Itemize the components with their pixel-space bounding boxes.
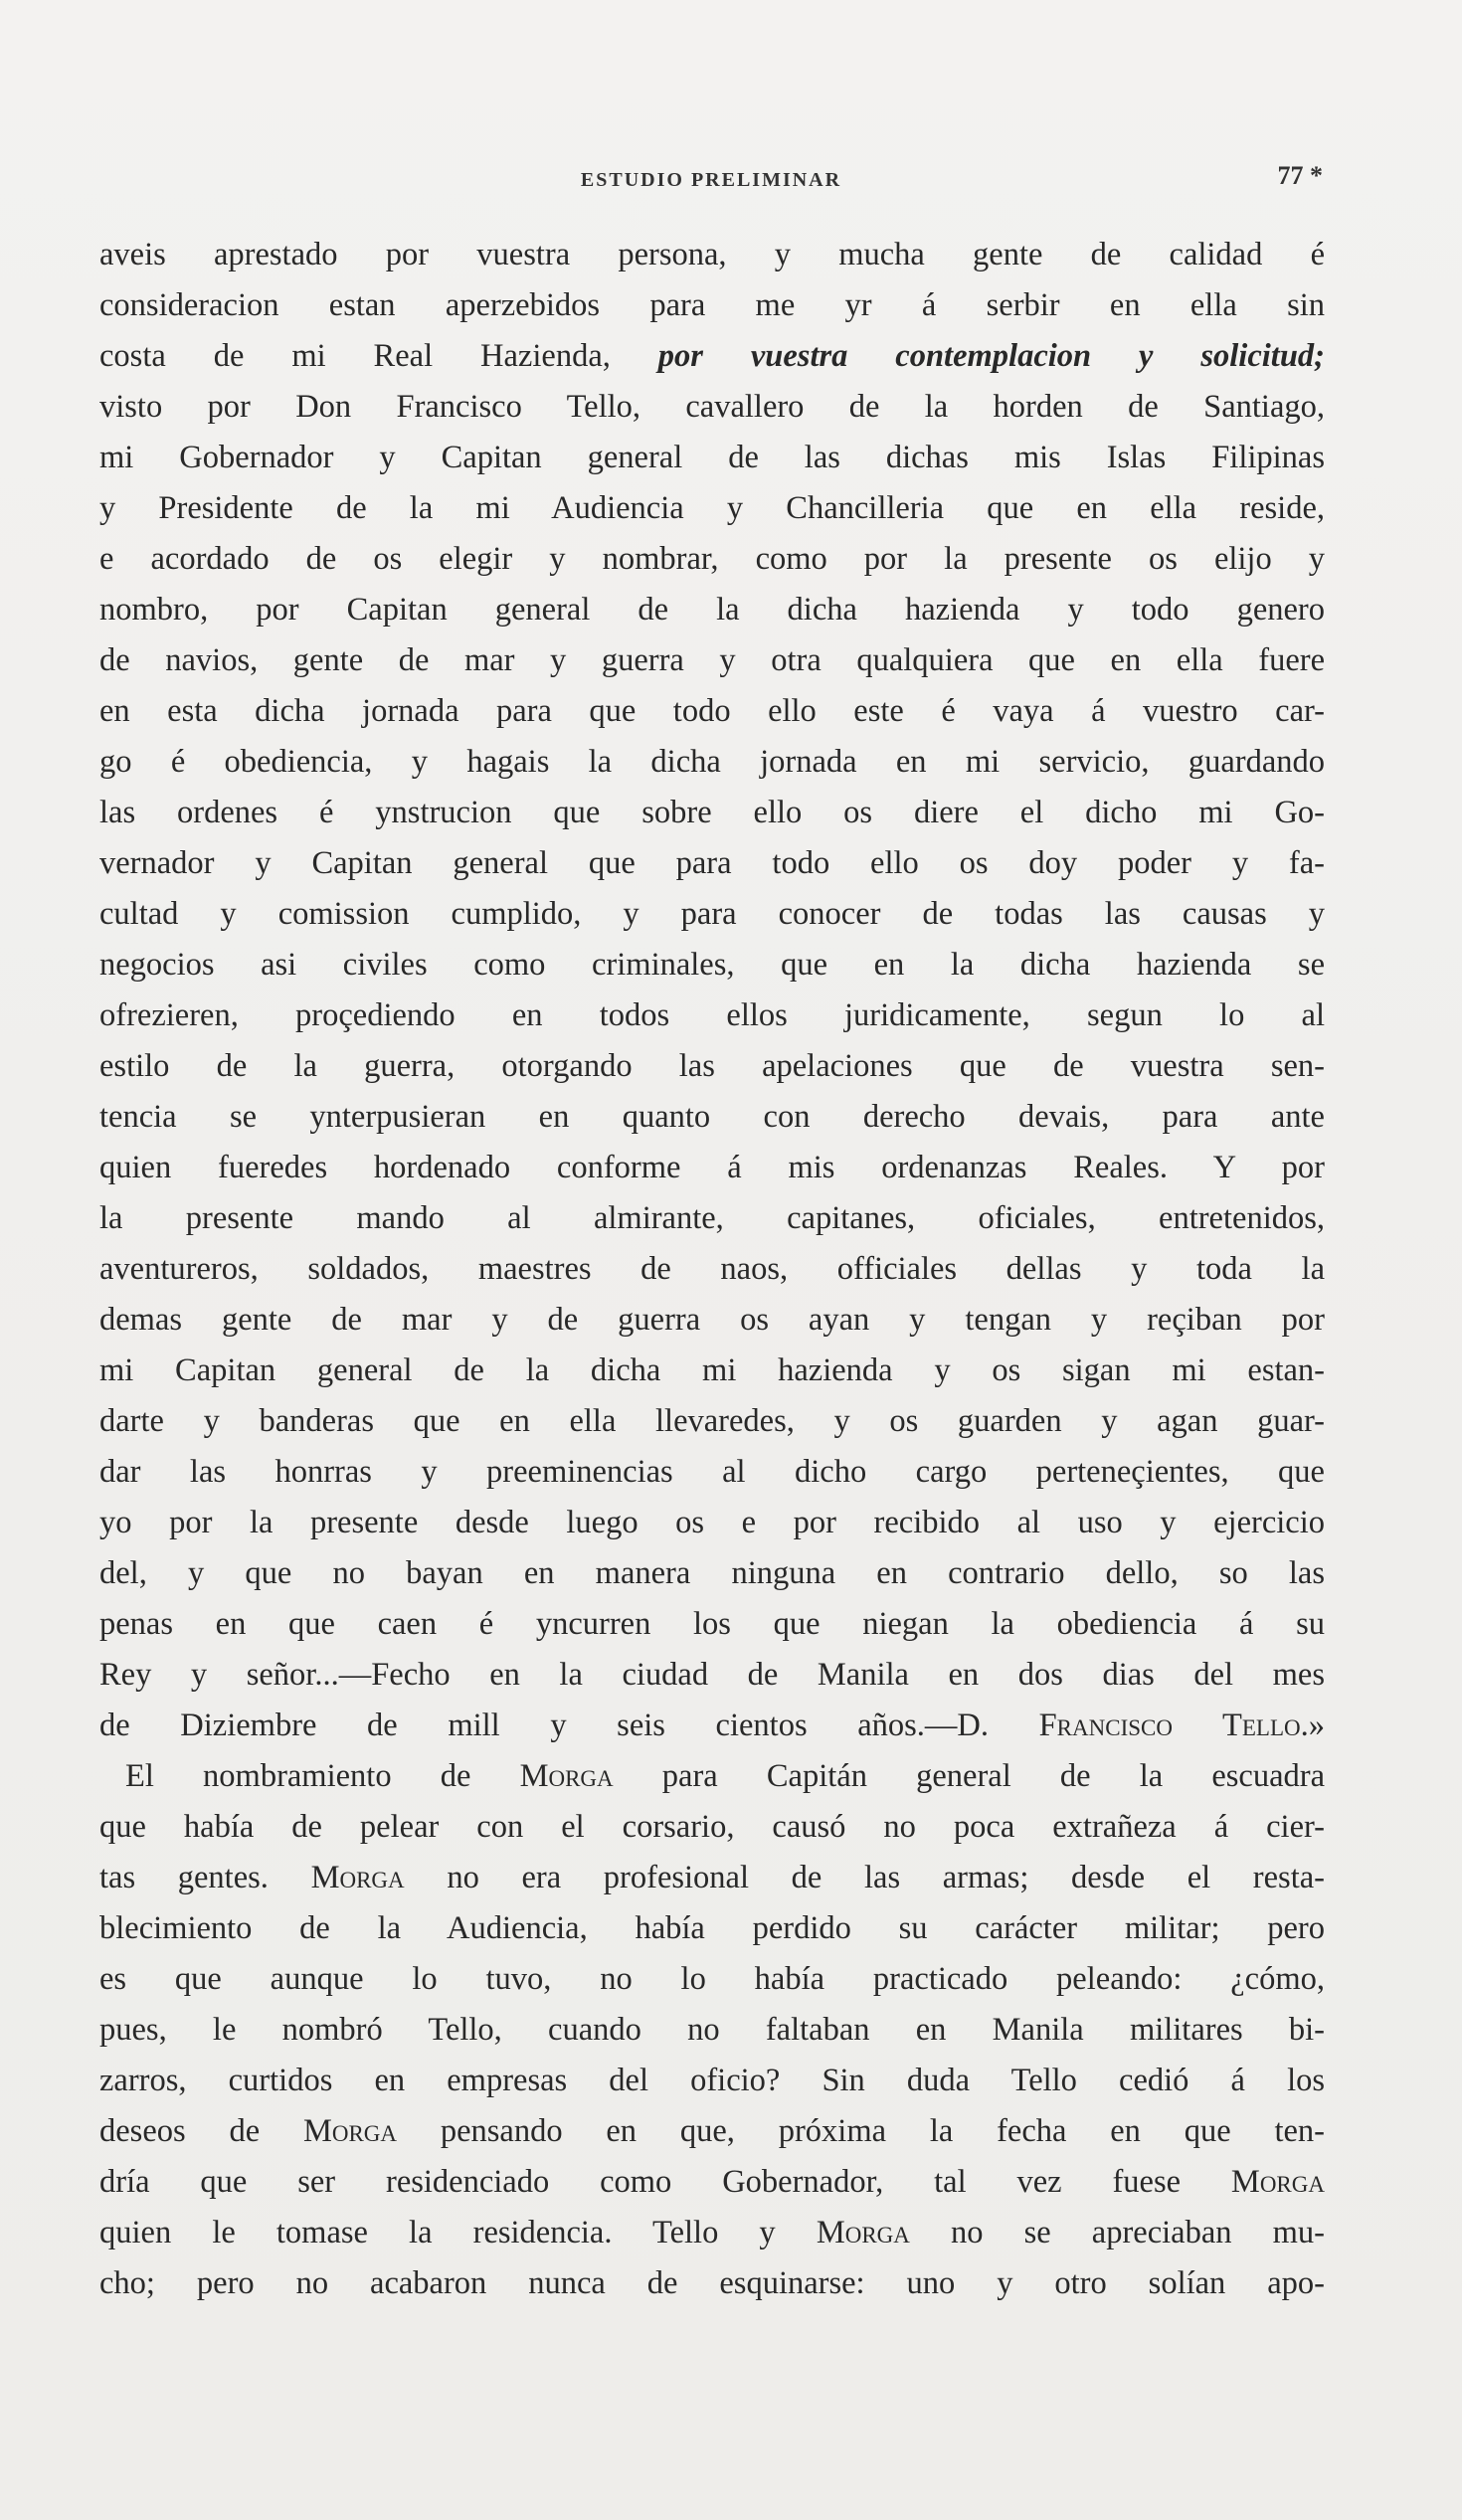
text-line: de Diziembre de mill y seis cientos años.—D. Francisco Tello.» [99,1708,1325,1743]
text-line: aventureros, soldados, maestres de naos, officiales dellas y toda la [99,1251,1325,1287]
text-line: yo por la presente desde luego os e por recibido al uso y ejercicio [99,1505,1325,1540]
name-morga: Morga [1230,2164,1325,2200]
text-line: aveis aprestado por vuestra persona, y mucha gente de calidad é [99,237,1325,272]
text-line: go é obediencia, y hagais la dicha jornada en mi servicio, guardando [99,744,1325,780]
text-line: pues, le nombró Tello, cuando no faltaban en Manila militares bi- [99,2012,1325,2048]
name-morga: Morga [816,2215,910,2250]
text-line: penas en que caen é yncurren los que niegan la obediencia á su [99,1606,1325,1642]
text-line: la presente mando al almirante, capitanes, oficiales, entretenidos, [99,1200,1325,1236]
text-line: zarros, curtidos en empresas del oficio? Sin duda Tello cedió á los [99,2063,1325,2098]
text-line: cultad y comission cumplido, y para conocer de todas las causas y [99,896,1325,932]
text-line: negocios asi civiles como criminales, que en la dicha hazienda se [99,947,1325,983]
name-morga: Morga [519,1758,614,1794]
running-title: ESTUDIO PRELIMINAR [580,169,842,191]
text-line: estilo de la guerra, otorgando las apelaciones que de vuestra sen- [99,1048,1325,1084]
page-header [99,161,1323,209]
text-line: El nombramiento de Morga para Capitán general de la escuadra [125,1758,1325,1794]
text-line: ofrezieren, proçediendo en todos ellos juridicamente, segun lo al [99,997,1325,1033]
text-line: costa de mi Real Hazienda, por vuestra contemplacion y solicitud; [99,338,1325,374]
text-line: y Presidente de la mi Audiencia y Chancilleria que en ella reside, [99,490,1325,526]
text-line: cho; pero no acabaron nunca de esquinarse: uno y otro solían apo- [99,2265,1325,2301]
text-line: Rey y señor...—Fecho en la ciudad de Manila en dos dias del mes [99,1657,1325,1693]
signature-name: Francisco Tello [1038,1708,1301,1743]
name-morga: Morga [310,1860,405,1895]
text-line: nombro, por Capitan general de la dicha hazienda y todo genero [99,592,1325,628]
text-line: darte y banderas que en ella llevaredes, y os guarden y agan guar- [99,1403,1325,1439]
text-line: quien fueredes hordenado conforme á mis ordenanzas Reales. Y por [99,1150,1325,1185]
text-line: mi Gobernador y Capitan general de las dichas mis Islas Filipinas [99,440,1325,475]
text-line: del, y que no bayan en manera ninguna en contrario dello, so las [99,1555,1325,1591]
text-line: en esta dicha jornada para que todo ello este é vaya á vuestro car- [99,693,1325,729]
text-line: demas gente de mar y de guerra os ayan y tengan y reçiban por [99,1302,1325,1338]
text-line: las ordenes é ynstrucion que sobre ello os diere el dicho mi Go- [99,795,1325,830]
italic-phrase: por vuestra contemplacion y solicitud; [657,338,1325,374]
text-line: dar las honrras y preeminencias al dicho cargo perteneçientes, que [99,1454,1325,1490]
text-line: visto por Don Francisco Tello, cavallero de la horden de Santiago, [99,389,1325,425]
text-line: consideracion estan aperzebidos para me yr á serbir en ella sin [99,287,1325,323]
text-line: de navios, gente de mar y guerra y otra qualquiera que en ella fuere [99,642,1325,678]
text-line: e acordado de os elegir y nombrar, como por la presente os elijo y [99,541,1325,577]
text-line: blecimiento de la Audiencia, había perdido su carácter militar; pero [99,1910,1325,1946]
text-line: mi Capitan general de la dicha mi hazienda y os sigan mi estan- [99,1352,1325,1388]
text-line: vernador y Capitan general que para todo ello os doy poder y fa- [99,845,1325,881]
name-morga: Morga [302,2113,398,2149]
text-line: deseos de Morga pensando en que, próxima la fecha en que ten- [99,2113,1325,2149]
text-line: tencia se ynterpusieran en quanto con derecho devais, para ante [99,1099,1325,1135]
page-number: 77 * [1277,161,1323,190]
text-line: que había de pelear con el corsario, causó no poca extrañeza á cier- [99,1809,1325,1845]
text-line: quien le tomase la residencia. Tello y Morga no se apreciaban mu- [99,2215,1325,2250]
text-line: tas gentes. Morga no era profesional de las armas; desde el resta- [99,1860,1325,1895]
text-line: dría que ser residenciado como Gobernador, tal vez fuese Morga [99,2164,1325,2200]
text-line: es que aunque lo tuvo, no lo había practicado peleando: ¿cómo, [99,1961,1325,1997]
